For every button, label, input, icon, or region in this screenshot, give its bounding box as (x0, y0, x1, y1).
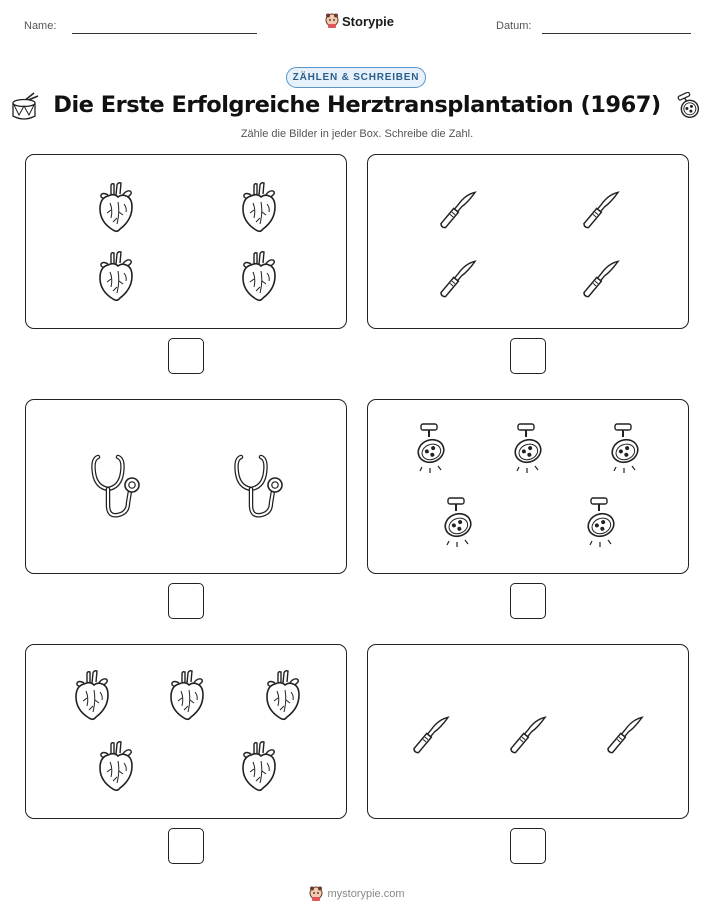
scalpel-icon (408, 706, 454, 765)
counting-box-heart (25, 154, 347, 329)
stethoscope-icon (229, 453, 289, 524)
answer-box[interactable] (168, 338, 204, 374)
scalpel-icon (435, 250, 481, 309)
scalpel-icon (435, 181, 481, 240)
heart-icon (96, 251, 136, 308)
stethoscope-icon (86, 453, 146, 524)
date-label: Datum: (496, 20, 532, 32)
answer-box[interactable] (510, 338, 546, 374)
category-badge: ZÄHLEN & SCHREIBEN (286, 67, 426, 88)
brand-name: Storypie (342, 13, 395, 29)
counting-box-surgical-lamp (367, 399, 689, 574)
surgical-lamp-icon (438, 497, 478, 554)
surgical-lamp-icon (581, 497, 621, 554)
heart-icon (72, 670, 112, 727)
scalpel-icon (505, 706, 551, 765)
answer-box[interactable] (510, 583, 546, 619)
footer (0, 886, 714, 902)
footer-url: mystorypie.com (327, 888, 405, 900)
surgical-lamp-icon (508, 423, 548, 480)
scalpel-icon (578, 250, 624, 309)
scalpel-icon (602, 706, 648, 765)
name-field[interactable] (72, 33, 257, 34)
counting-box-scalpel (367, 154, 689, 329)
page-title: Die Erste Erfolgreiche Herztransplantation (1967) (53, 92, 661, 118)
instructions: Zähle die Bilder in jeder Box. Schreibe die Zahl. (240, 128, 474, 140)
heart-icon (239, 251, 279, 308)
date-field[interactable] (542, 33, 691, 34)
answer-box[interactable] (510, 828, 546, 864)
counting-box-heart (25, 644, 347, 819)
heart-icon (239, 741, 279, 798)
counting-box-stethoscope (25, 399, 347, 574)
heart-icon (263, 670, 303, 727)
heart-icon (96, 741, 136, 798)
surgical-lamp-icon (605, 423, 645, 480)
counting-box-scalpel (367, 644, 689, 819)
heart-icon (239, 182, 279, 239)
storypie-logo-icon (309, 886, 323, 902)
surgical-lamp-icon (411, 423, 451, 480)
brand (325, 13, 394, 29)
answer-box[interactable] (168, 583, 204, 619)
scalpel-icon (578, 181, 624, 240)
heart-icon (96, 182, 136, 239)
name-label: Name: (24, 20, 57, 32)
answer-box[interactable] (168, 828, 204, 864)
storypie-logo-icon (325, 13, 339, 29)
heart-icon (167, 670, 207, 727)
